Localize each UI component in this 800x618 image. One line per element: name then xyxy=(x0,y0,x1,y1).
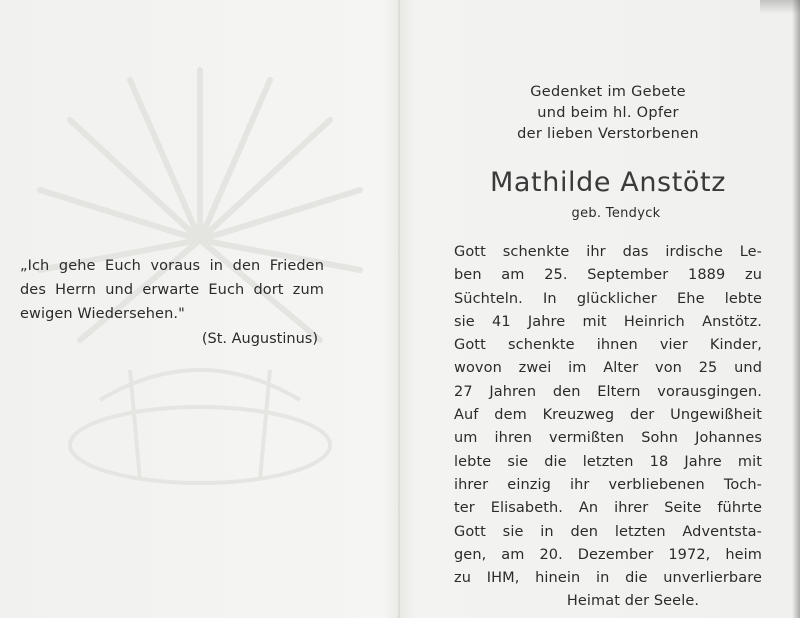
quote-line: „Ich gehe Euch voraus in den Frieden xyxy=(20,258,324,274)
quote-line: ewigen Wiedersehen." xyxy=(20,306,185,322)
maiden-name: geb. Tendyck xyxy=(571,206,661,221)
card-edge-shadow xyxy=(792,0,800,618)
bio-line: Auf dem Kreuzweg der Ungewißheit xyxy=(454,407,762,424)
bio-line: ter Elisabeth. An ihrer Seite führte xyxy=(454,500,762,517)
bio-line: Süchteln. In glücklicher Ehe lebte xyxy=(454,290,762,307)
card-corner-shadow xyxy=(760,0,800,14)
intro-line: Gedenket im Gebete xyxy=(530,84,686,100)
fold-line xyxy=(398,0,400,618)
intro-line: der lieben Verstorbenen xyxy=(517,126,699,142)
quote-block xyxy=(20,254,324,326)
bio-closing-line: Heimat der Seele. xyxy=(566,593,700,610)
deceased-name: Mathilde Anstötz xyxy=(490,167,726,198)
bio-line: Gott schenkte ihr das irdische Le- xyxy=(454,244,762,260)
bio-line: wovon zwei im Alter von 25 und xyxy=(454,360,762,377)
intro-text xyxy=(454,82,762,145)
bio-line: ben am 25. September 1889 zu xyxy=(454,267,762,284)
bio-line: 27 Jahren den Eltern vorausgingen. xyxy=(454,383,762,400)
bio-line: Gott sie in den letzten Adventsta- xyxy=(454,523,762,540)
bio-line: sie 41 Jahre mit Heinrich Anstötz. xyxy=(454,313,762,330)
bio-line: zu IHM, hinein in die unverlierbare xyxy=(454,570,762,587)
bio-line: gen, am 20. Dezember 1972, heim xyxy=(454,546,762,563)
quote-line: des Herrn und erwarte Euch dort zum xyxy=(20,282,324,298)
biography xyxy=(454,241,762,614)
bio-line: ihrer einzig ihr verbliebenen Toch- xyxy=(454,476,762,493)
quote-source: (St. Augustinus) xyxy=(201,331,318,347)
intro-line: und beim hl. Opfer xyxy=(537,105,679,121)
bio-line: um ihren vermißten Sohn Johannes xyxy=(454,430,762,447)
bio-line: Gott schenkte ihnen vier Kinder, xyxy=(454,337,762,354)
bio-line: lebte sie die letzten 18 Jahre mit xyxy=(454,453,762,470)
